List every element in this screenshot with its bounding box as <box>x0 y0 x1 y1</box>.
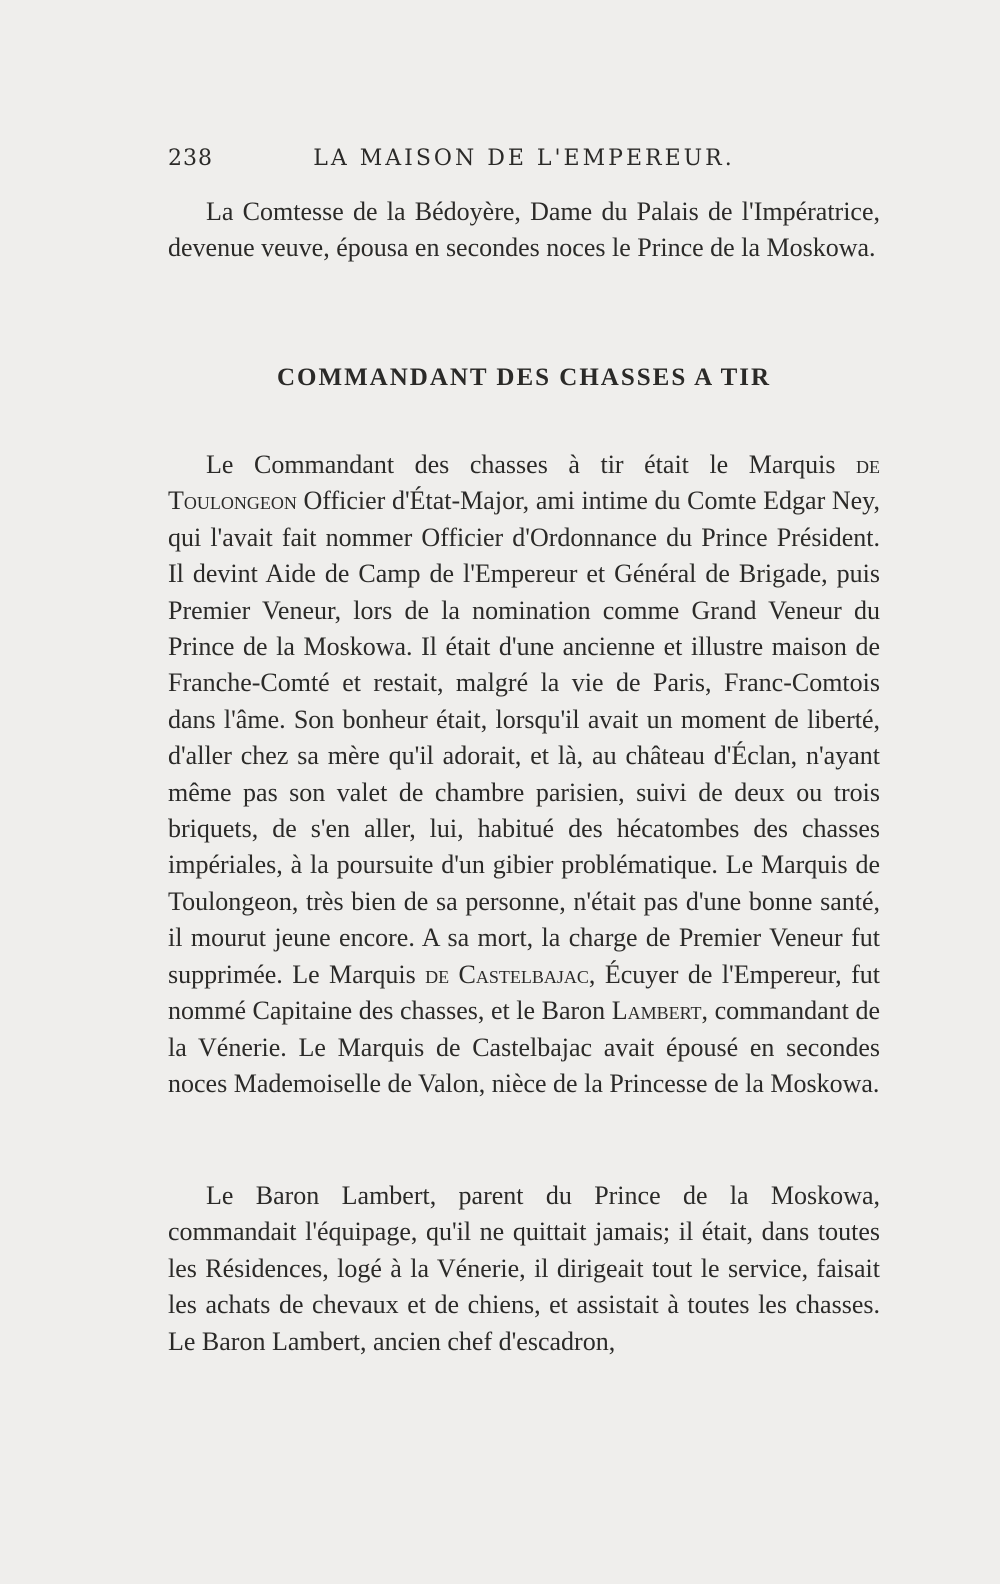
section-heading: COMMANDANT DES CHASSES A TIR <box>276 364 772 391</box>
text-run: , Écuyer de l'Empereur, fut nommé Capitaine des chasses, et le Baron <box>168 959 880 1026</box>
name-castelbajac: de Castelbajac <box>425 959 589 989</box>
text-run: Officier d'État-Major, ami intime du Comte Edgar Ney, qui l'avait fait nommer Officier d'Ordonnance du Prince Président. Il devint Aide de Camp de l'Empereur et Général de Brigade, puis Premier Veneur, lors de la nomination comme Grand Veneur du Prince de la Moskowa. Il était d'une ancienne et illustre maison de Franche-Comté et restait, malgré la vie de Paris, Franc-Comtois dans l'âme. Son bonheur était, lorsqu'il avait un moment de liberté, d'aller chez sa mère qu'il adorait, et là, au château d'Éclan, n'ayant même pas son valet de chambre parisien, suivi de deux ou trois briquets, de s'en aller, lui, habitué des hécatombes des chasses impériales, à la poursuite d'un gibier problématique. Le Marquis de Toulongeon, très bien de sa personne, n'était pas d'une bonne santé, il mourut jeune encore. A sa mort, la charge de Premier Veneur fut supprimée. Le Marquis <box>168 486 880 989</box>
name-lambert: Lambert <box>611 996 702 1026</box>
paragraph-bedoyere: La Comtesse de la Bédoyère, Dame du Palais de l'Impératrice, devenue veuve, épousa en secondes noces le Prince de la Moskowa. <box>168 197 880 263</box>
running-head <box>168 146 880 176</box>
paragraph-commandant <box>168 447 880 1102</box>
name-toulongeon: de Toulongeon <box>168 450 880 516</box>
page-number: 238 <box>168 146 213 171</box>
running-title: LA MAISON DE L'EMPEREUR. <box>313 146 735 171</box>
text-run: , commandant de la Vénerie. Le Marquis de Castelbajac avait épousé en secondes noces Mademoiselle de Valon, nièce de la Princesse de la Moskowa. <box>168 996 880 1098</box>
text-run: Le Commandant des chasses à tir était le Marquis <box>206 450 856 479</box>
paragraph-baron-lambert: Le Baron Lambert, parent du Prince de la Moskowa, commandait l'équipage, qu'il ne quittait jamais; il était, dans toutes les Résidences, logé à la Vénerie, il dirigeait tout le service, faisait les achats de chevaux et de chiens, et assistait à toutes les chasses. Le Baron Lambert, ancien chef d'escadron, <box>168 1181 880 1356</box>
